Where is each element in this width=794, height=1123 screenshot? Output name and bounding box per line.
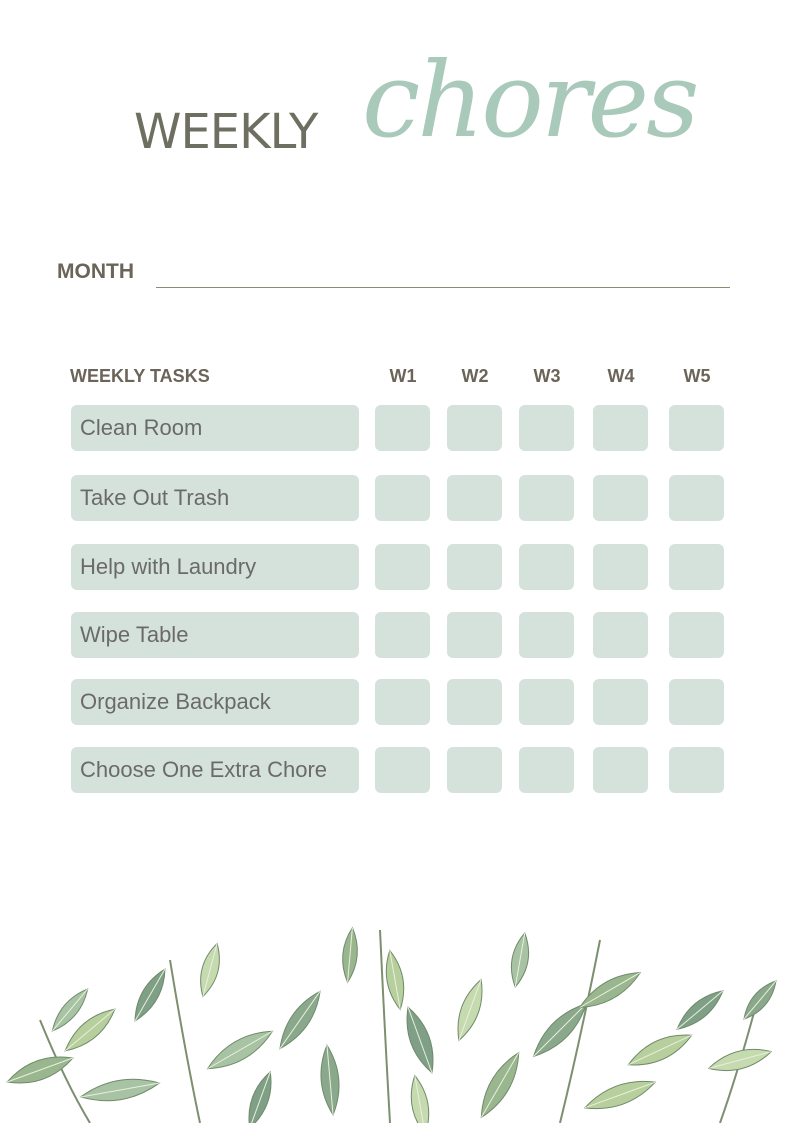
week-header-w4: W4 — [607, 366, 635, 386]
checkbox-w4[interactable] — [593, 679, 648, 725]
title-weekly: WEEKLY — [134, 104, 318, 160]
checkbox-w1[interactable] — [375, 475, 430, 521]
week-header-w3: W3 — [533, 366, 561, 386]
checkbox-w1[interactable] — [375, 679, 430, 725]
checkbox-w3[interactable] — [519, 405, 574, 451]
checkbox-w5[interactable] — [669, 747, 724, 793]
checkbox-w1[interactable] — [375, 405, 430, 451]
month-label: MONTH — [57, 260, 134, 283]
checkbox-w2[interactable] — [447, 475, 502, 521]
task-label: Choose One Extra Chore — [71, 747, 359, 793]
checkbox-w2[interactable] — [447, 612, 502, 658]
task-label: Take Out Trash — [71, 475, 359, 521]
month-field[interactable] — [156, 287, 730, 288]
checkbox-w4[interactable] — [593, 747, 648, 793]
week-header-w2: W2 — [461, 366, 489, 386]
checkbox-w3[interactable] — [519, 544, 574, 590]
title-chores-script: chores — [362, 39, 697, 161]
checkbox-w3[interactable] — [519, 679, 574, 725]
checkbox-w1[interactable] — [375, 747, 430, 793]
checkbox-w2[interactable] — [447, 679, 502, 725]
tasks-header: WEEKLY TASKS — [70, 366, 210, 386]
week-header-w5: W5 — [683, 366, 711, 386]
checkbox-w1[interactable] — [375, 544, 430, 590]
checkbox-w3[interactable] — [519, 747, 574, 793]
olive-leaves-icon — [0, 900, 794, 1123]
week-header-w1: W1 — [389, 366, 417, 386]
checkbox-w4[interactable] — [593, 405, 648, 451]
checkbox-w2[interactable] — [447, 405, 502, 451]
checkbox-w5[interactable] — [669, 544, 724, 590]
checkbox-w3[interactable] — [519, 612, 574, 658]
checkbox-w2[interactable] — [447, 747, 502, 793]
checkbox-w5[interactable] — [669, 612, 724, 658]
checkbox-w5[interactable] — [669, 405, 724, 451]
task-label: Help with Laundry — [71, 544, 359, 590]
task-label: Organize Backpack — [71, 679, 359, 725]
checkbox-w1[interactable] — [375, 612, 430, 658]
task-label: Clean Room — [71, 405, 359, 451]
checkbox-w3[interactable] — [519, 475, 574, 521]
checkbox-w5[interactable] — [669, 679, 724, 725]
task-label: Wipe Table — [71, 612, 359, 658]
title — [0, 40, 794, 180]
checkbox-w4[interactable] — [593, 475, 648, 521]
checkbox-w5[interactable] — [669, 475, 724, 521]
checkbox-w4[interactable] — [593, 544, 648, 590]
checkbox-w4[interactable] — [593, 612, 648, 658]
checkbox-w2[interactable] — [447, 544, 502, 590]
